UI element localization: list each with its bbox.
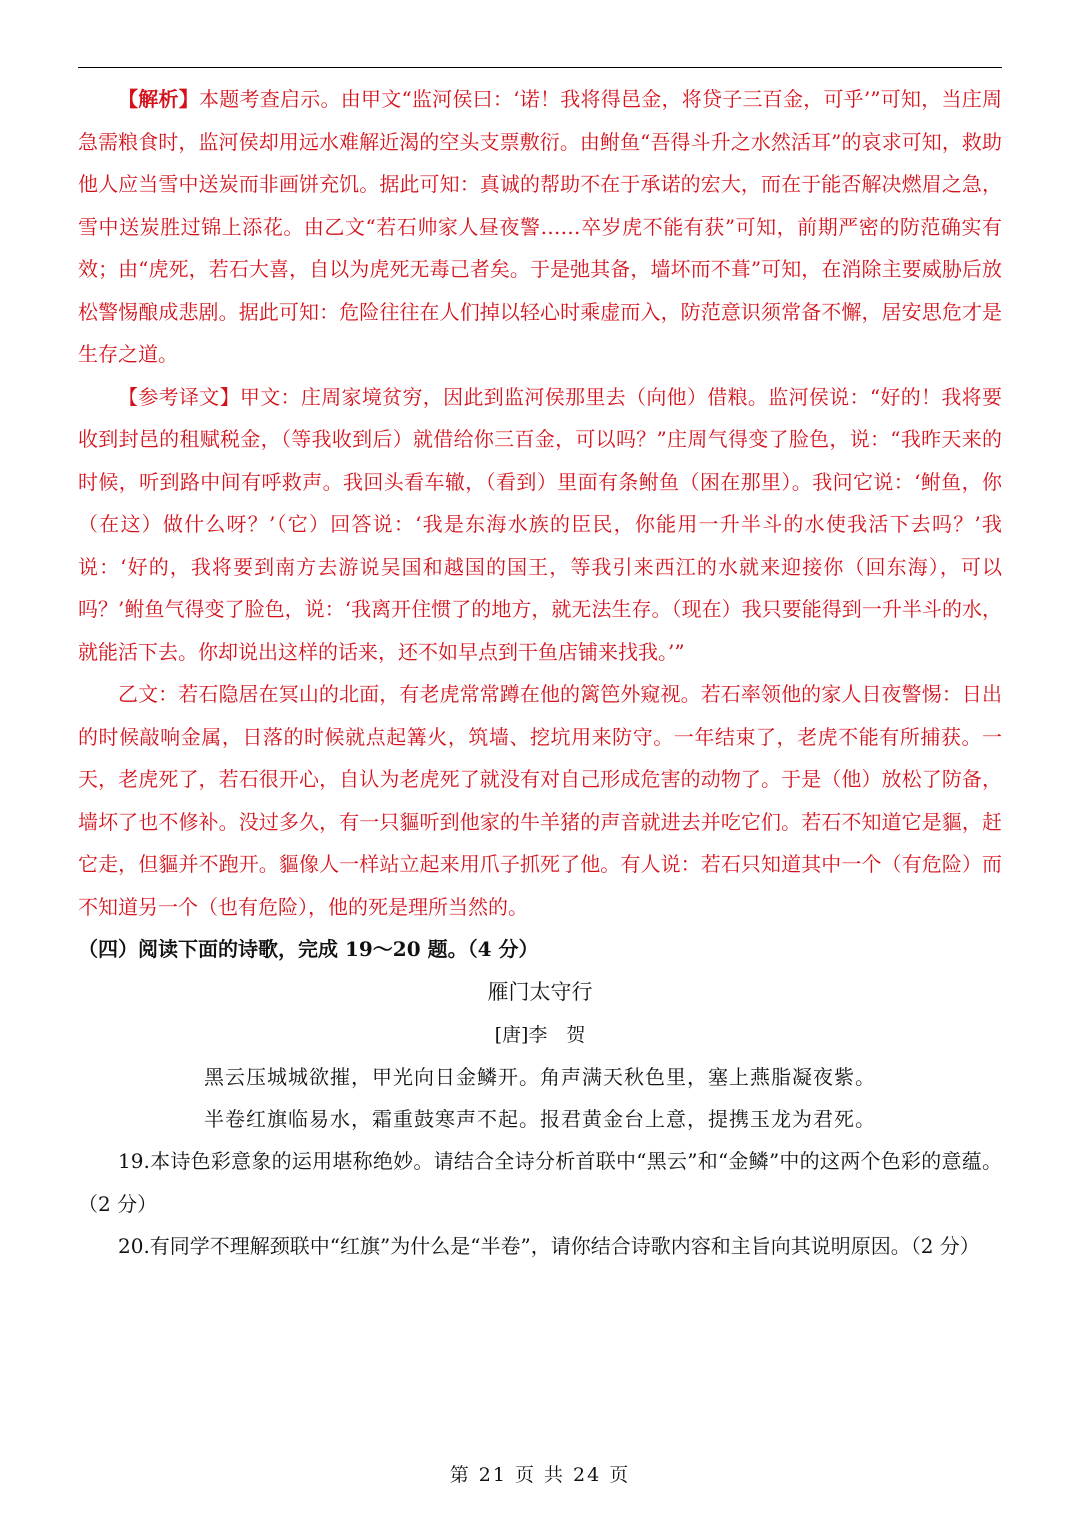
poem-line-1: 黑云压城城欲摧，甲光向日金鳞开。角声满天秋色里，塞上燕脂凝夜紫。 — [204, 1065, 876, 1089]
question-20: 20.有同学不理解颈联中“红旗”为什么是“半卷”，请你结合诗歌内容和主旨向其说明原因。（2 分） — [118, 1234, 980, 1258]
header-rule — [78, 67, 1002, 68]
translation-label: 【参考译文】 — [118, 384, 240, 409]
analysis-text: 本题考查启示。由甲文“监河侯曰：‘诺！我将得邑金，将贷子三百金，可乎’”可知，当庄周急需粮食时，监河侯却用远水难解近渴的空头支票敷衍。由鲋鱼“吾得斗升之水然活耳”的哀求可知，救助他人应当雪中送炭而非画饼充饥。据此可知：真诚的帮助不在于承诺的宏大，而在于能否解决燃眉之急，雪中送炭胜过锦上添花。由乙文“若石帅家人昼夜警……卒岁虎不能有获”可知，前期严密的防范确实有效；由“虎死，若石大喜，自以为虎死无毒己者矣。于是弛其备，墙坏而不葺”可知，在消除主要威胁后放松警惕酿成悲剧。据此可知：危险往往在人们掉以轻心时乘虚而入，防范意识须常备不懈，居安思危才是生存之道。 — [78, 87, 1002, 366]
translation-jia-paragraph — [78, 376, 1002, 674]
poem-author: [唐]李 贺 — [494, 1024, 586, 1046]
poem-title: 雁门太守行 — [487, 980, 593, 1004]
question-19: 19.本诗色彩意象的运用堪称绝妙。请结合全诗分析首联中“黑云”和“金鳞”中的这两个色彩的意蕴。（2 分） — [78, 1149, 1002, 1216]
page-number: 第 21 页 共 24 页 — [449, 1464, 631, 1486]
page-content — [78, 78, 1002, 1268]
analysis-paragraph — [78, 78, 1002, 376]
translation-yi-paragraph: 乙文：若石隐居在冥山的北面，有老虎常常蹲在他的篱笆外窥视。若石率领他的家人日夜警惕：日出的时候敲响金属，日落的时候就点起篝火，筑墙、挖坑用来防守。一年结束了，老虎不能有所捕获。一天，老虎死了，若石很开心，自认为老虎死了就没有对自己形成危害的动物了。于是（他）放松了防备，墙坏了也不修补。没过多久，有一只貙听到他家的牛羊猪的声音就进去并吃它们。若石不知道它是貙，赶它走，但貙并不跑开。貙像人一样站立起来用爪子抓死了他。有人说：若石只知道其中一个（有危险）而不知道另一个（也有危险），他的死是理所当然的。 — [78, 682, 1002, 919]
poem-line-2: 半卷红旗临易水，霜重鼓寒声不起。报君黄金台上意，提携玉龙为君死。 — [204, 1107, 876, 1131]
translation-jia-text: 甲文：庄周家境贫穷，因此到监河侯那里去（向他）借粮。监河侯说：“好的！我将要收到封邑的租赋税金，（等我收到后）就借给你三百金，可以吗？”庄周气得变了脸色，说：“我昨天来的时候，听到路中间有呼救声。我回头看车辙，（看到）里面有条鲋鱼（困在那里）。我问它说：‘鲋鱼，你（在这）做什么呀？’（它）回答说：‘我是东海水族的臣民，你能用一升半斗的水使我活下去吗？’我说：‘好的，我将要到南方去游说吴国和越国的国王，等我引来西江的水就来迎接你（回东海），可以吗？’鲋鱼气得变了脸色，说：‘我离开住惯了的地方，就无法生存。（现在）我只要能得到一升半斗的水，就能活下去。你却说出这样的话来，还不如早点到干鱼店铺来找我。’” — [78, 384, 1002, 664]
analysis-label: 【解析】 — [118, 87, 199, 111]
section-heading: （四）阅读下面的诗歌，完成 19～20 题。（4 分） — [78, 937, 539, 961]
